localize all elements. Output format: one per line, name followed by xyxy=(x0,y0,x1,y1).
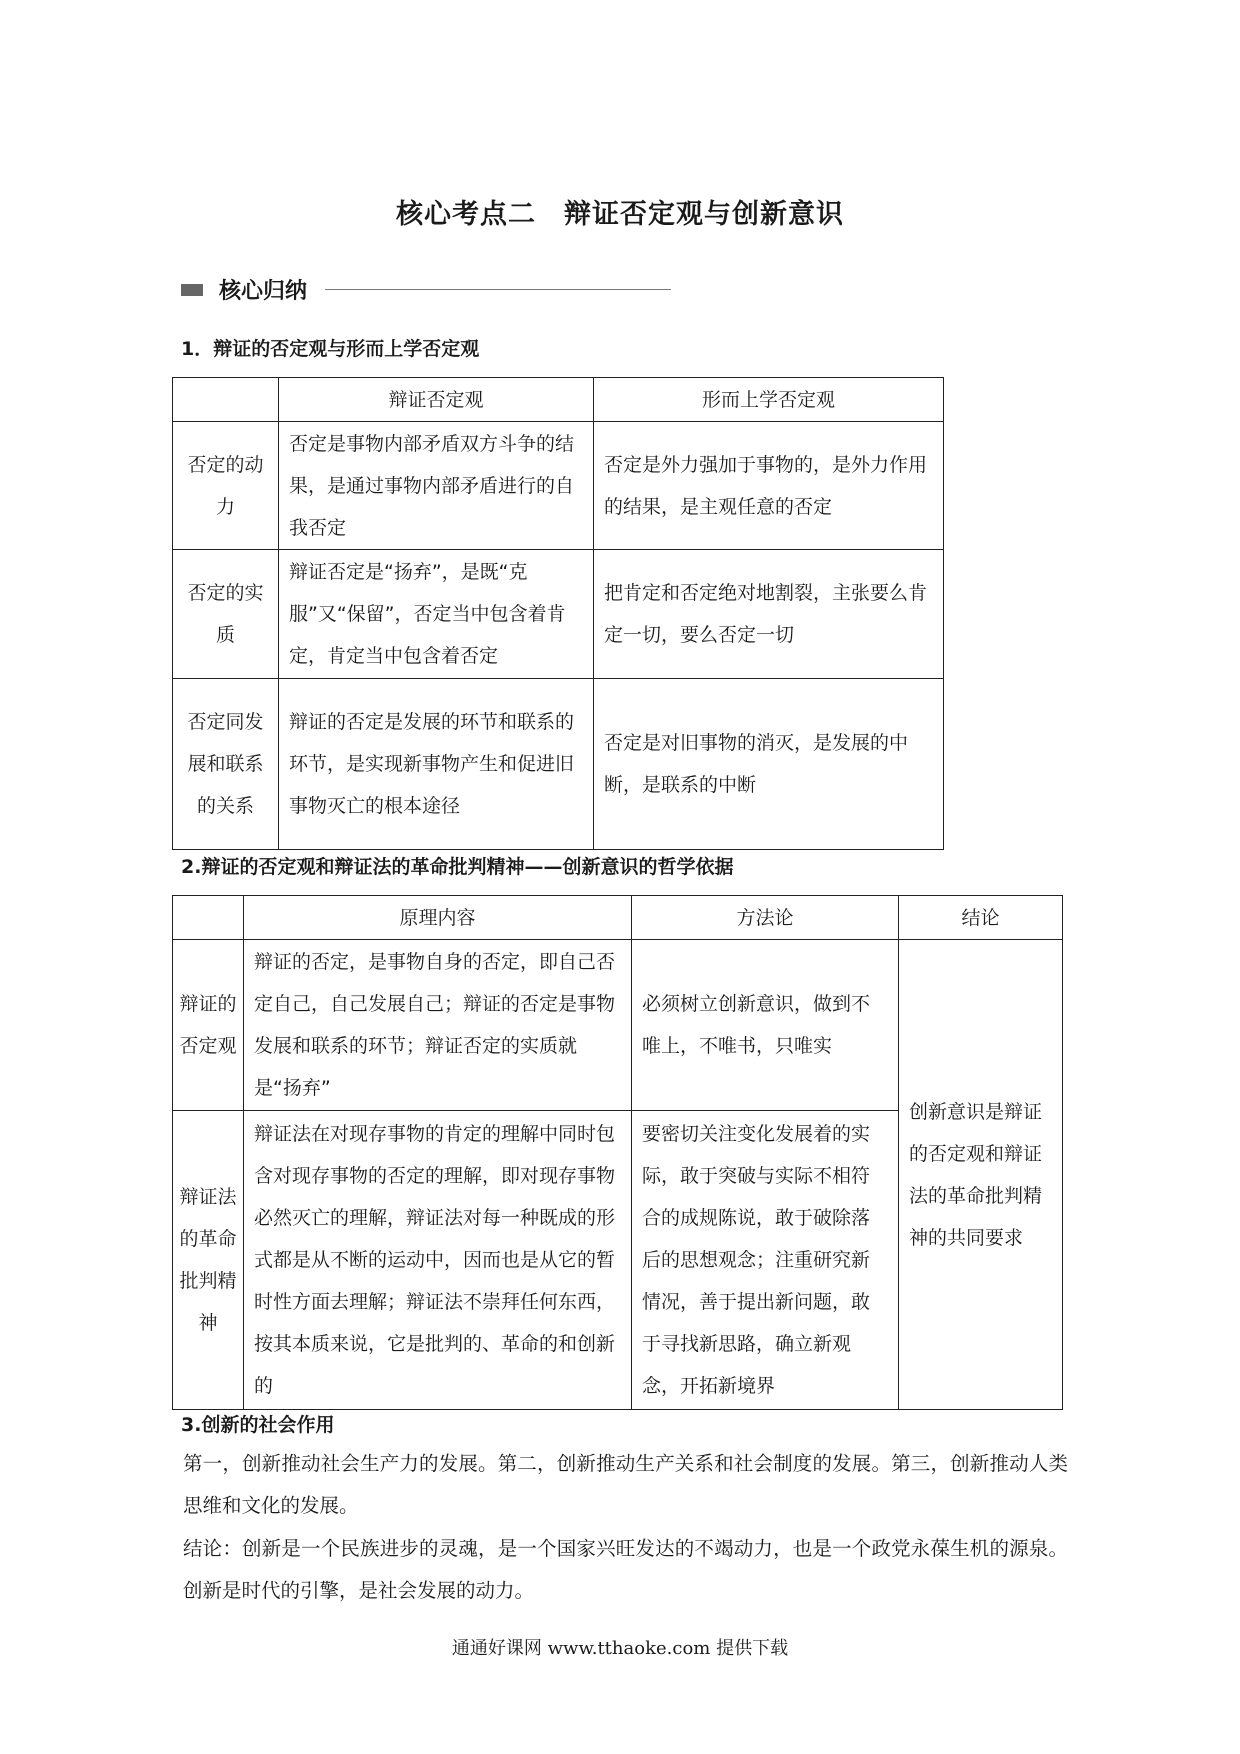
page-title: 核心考点二 辩证否定观与创新意识 xyxy=(396,199,844,230)
table-cell: 必须树立创新意识，做到不唯上，不唯书，只唯实 xyxy=(632,940,899,1111)
heading-3: 3.创新的社会作用 xyxy=(181,1414,335,1436)
paragraph-social-role: 第一，创新推动社会生产力的发展。第二，创新推动生产关系和社会制度的发展。第三，创新推动人类思维和文化的发展。 xyxy=(183,1452,1068,1517)
section-bar-icon xyxy=(181,284,203,296)
table-header-cell: 辩证否定观 xyxy=(279,378,594,422)
row-header: 辩证的否定观 xyxy=(173,940,244,1111)
table-cell: 否定是事物内部矛盾双方斗争的结果，是通过事物内部矛盾进行的自我否定 xyxy=(279,422,594,550)
table-row xyxy=(173,550,944,679)
section-header xyxy=(181,274,671,305)
conclusion-cell: 创新意识是辩证的否定观和辩证法的革命批判精神的共同要求 xyxy=(899,940,1063,1410)
table-cell: 辩证的否定是发展的环节和联系的环节，是实现新事物产生和促进旧事物灭亡的根本途径 xyxy=(279,679,594,850)
table-row xyxy=(173,940,1063,1111)
table-header-cell: 形而上学否定观 xyxy=(594,378,944,422)
row-header: 辩证法的革命批判精神 xyxy=(173,1111,244,1410)
section-divider xyxy=(325,289,671,290)
heading-2: 2.辩证的否定观和辩证法的革命批判精神——创新意识的哲学依据 xyxy=(181,856,734,878)
table-row xyxy=(173,679,944,850)
row-header: 否定的实质 xyxy=(173,550,279,679)
paragraph-conclusion: 结论：创新是一个民族进步的灵魂，是一个国家兴旺发达的不竭动力，也是一个政党永葆生机的源泉。创新是时代的引擎，是社会发展的动力。 xyxy=(183,1537,1068,1602)
table-cell: 辩证的否定，是事物自身的否定，即自己否定自己，自己发展自己；辩证的否定是事物发展和联系的环节；辩证否定的实质就是“扬弃” xyxy=(244,940,632,1111)
section-label: 核心归纳 xyxy=(219,279,308,304)
table-cell: 辩证否定是“扬弃”，是既“克服”又“保留”，否定当中包含着肯定，肯定当中包含着否定 xyxy=(279,550,594,679)
table-header-cell: 原理内容 xyxy=(244,896,632,940)
table-cell: 否定是对旧事物的消灭，是发展的中断，是联系的中断 xyxy=(594,679,944,850)
negation-comparison-table xyxy=(172,377,944,850)
table-header-row xyxy=(173,378,944,422)
table-cell: 否定是外力强加于事物的，是外力作用的结果，是主观任意的否定 xyxy=(594,422,944,550)
table-row xyxy=(173,422,944,550)
table-header-cell: 结论 xyxy=(899,896,1063,940)
table-cell: 要密切关注变化发展着的实际，敢于突破与实际不相符合的成规陈说，敢于破除落后的思想观念；注重研究新情况，善于提出新问题，敢于寻找新思路，确立新观念，开拓新境界 xyxy=(632,1111,899,1410)
table-header-cell xyxy=(173,896,244,940)
heading-1: 1．辩证的否定观与形而上学否定观 xyxy=(181,338,480,360)
innovation-basis-table xyxy=(172,895,1063,1410)
row-header: 否定同发展和联系的关系 xyxy=(173,679,279,850)
table-cell: 把肯定和否定绝对地割裂，主张要么肯定一切，要么否定一切 xyxy=(594,550,944,679)
footer-credit: 通通好课网 www.tthaoke.com 提供下载 xyxy=(451,1638,789,1659)
table-header-row xyxy=(173,896,1063,940)
table-header-cell xyxy=(173,378,279,422)
row-header: 否定的动力 xyxy=(173,422,279,550)
table-cell: 辩证法在对现存事物的肯定的理解中同时包含对现存事物的否定的理解，即对现存事物必然灭亡的理解，辩证法对每一种既成的形式都是从不断的运动中，因而也是从它的暂时性方面去理解；辩证法不崇拜任何东西，按其本质来说，它是批判的、革命的和创新的 xyxy=(244,1111,632,1410)
table-header-cell: 方法论 xyxy=(632,896,899,940)
